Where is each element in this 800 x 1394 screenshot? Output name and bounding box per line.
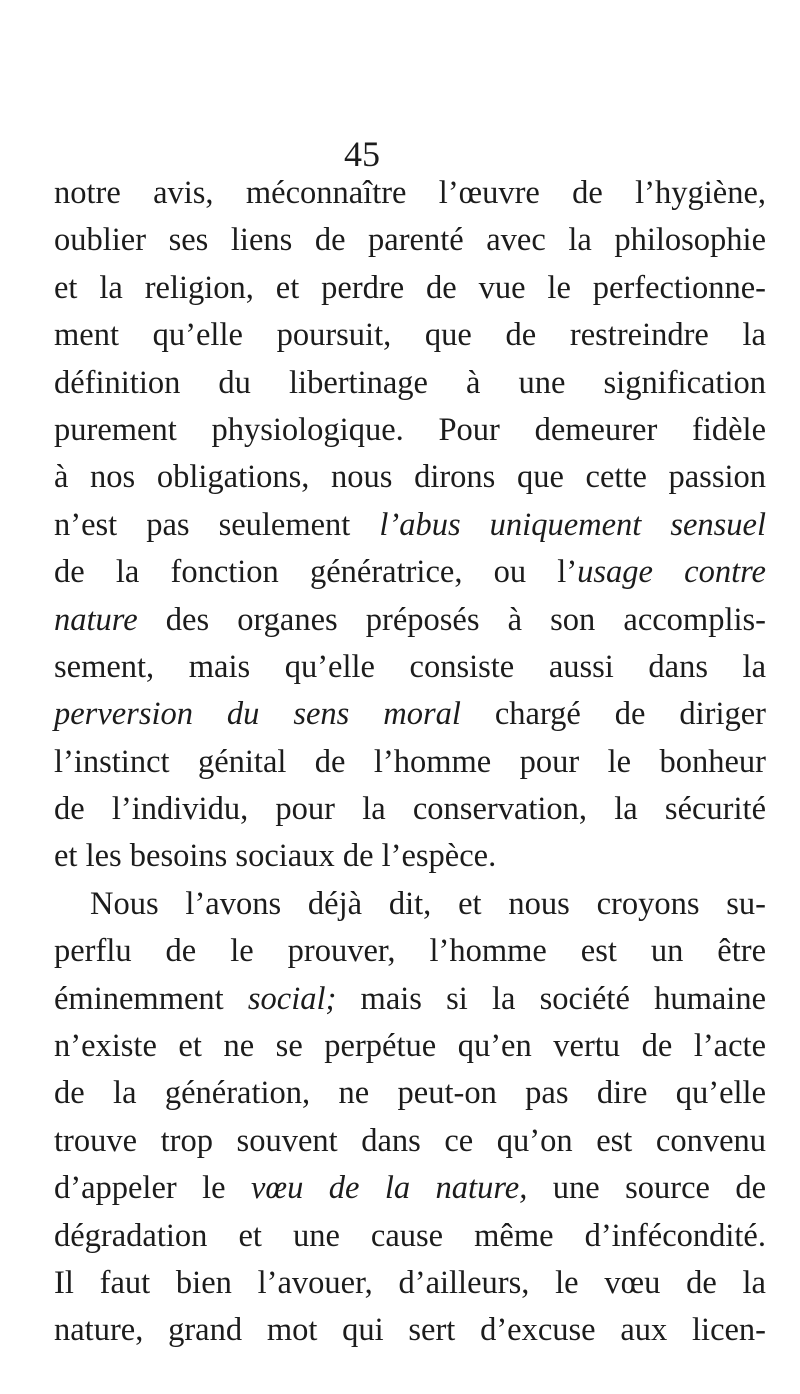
text-line xyxy=(54,312,766,359)
text-line xyxy=(54,1118,766,1165)
text-segment: perflu de le prouver, l’homme est un être xyxy=(54,933,766,970)
text-line xyxy=(54,881,766,928)
text-segment: de l’individu, pour la conservation, la sécurité xyxy=(54,791,766,828)
text-segment: définition du libertinage à une signification xyxy=(54,364,766,401)
text-segment: nature, grand mot qui sert d’excuse aux licen- xyxy=(54,1312,766,1349)
text-line xyxy=(54,691,766,738)
text-line xyxy=(54,597,766,644)
text-line xyxy=(54,360,766,407)
text-line xyxy=(54,1307,766,1354)
text-segment: sement, mais qu’elle consiste aussi dans la xyxy=(54,648,766,685)
text-segment: à nos obligations, nous dirons que cette passion xyxy=(54,459,766,496)
italic-text: perversion du sens moral xyxy=(54,696,461,733)
text-line xyxy=(54,1213,766,1260)
text-segment: de la fonction génératrice, ou l’ xyxy=(54,554,578,591)
text-segment: ment qu’elle poursuit, que de restreindre la xyxy=(54,317,766,354)
text-segment: chargé de diriger xyxy=(460,696,766,733)
text-segment: Nous l’avons déjà dit, et nous croyons su- xyxy=(90,885,766,922)
text-segment: une source de xyxy=(527,1170,767,1207)
text-line xyxy=(54,170,766,217)
text-segment: Il faut bien l’avouer, d’ailleurs, le vœu de la xyxy=(54,1264,766,1301)
text-line xyxy=(54,217,766,264)
text-line xyxy=(54,928,766,975)
text-segment: l’instinct génital de l’homme pour le bonheur xyxy=(54,743,766,780)
italic-text: l’abus uniquement sensuel xyxy=(379,506,766,543)
text-segment: oublier ses liens de parenté avec la philosophie xyxy=(54,222,766,259)
text-line xyxy=(54,454,766,501)
text-segment: n’est pas seulement xyxy=(54,506,380,543)
italic-text: social; xyxy=(247,980,337,1017)
text-segment: notre avis, méconnaître l’œuvre de l’hygiène, xyxy=(54,175,766,211)
page-number: 45 xyxy=(344,134,380,174)
text-segment: d’appeler le xyxy=(54,1170,251,1207)
text-segment: de la génération, ne peut-on pas dire qu’elle xyxy=(54,1075,766,1112)
text-line xyxy=(54,1070,766,1117)
text-segment: des organes préposés à son accomplis- xyxy=(137,601,766,638)
italic-text: nature xyxy=(54,601,138,638)
text-line xyxy=(54,1260,766,1307)
text-line xyxy=(54,739,766,786)
text-line xyxy=(54,407,766,454)
text-segment: trouve trop souvent dans ce qu’on est convenu xyxy=(54,1122,766,1159)
text-line xyxy=(54,549,766,596)
text-line xyxy=(54,265,766,312)
text-segment: purement physiologique. Pour demeurer fidèle xyxy=(54,411,766,448)
text-line xyxy=(54,1023,766,1070)
text-segment: éminemment xyxy=(54,980,248,1017)
text-line xyxy=(54,644,766,691)
text-line xyxy=(54,976,766,1023)
italic-text: vœu de la nature, xyxy=(251,1170,528,1207)
text-segment: et la religion, et perdre de vue le perfectionne- xyxy=(54,269,766,306)
text-line xyxy=(54,1165,766,1212)
text-segment: dégradation et une cause même d’infécondité. xyxy=(54,1217,766,1254)
text-line xyxy=(54,786,766,833)
italic-text: usage contre xyxy=(577,554,766,591)
text-segment: n’existe et ne se perpétue qu’en vertu de l’acte xyxy=(54,1028,766,1065)
text-segment: et les besoins sociaux de l’espèce. xyxy=(54,838,497,875)
text-line xyxy=(54,502,766,549)
text-line xyxy=(54,833,766,880)
text-segment: mais si la société humaine xyxy=(336,980,766,1017)
body-text xyxy=(54,170,766,1355)
